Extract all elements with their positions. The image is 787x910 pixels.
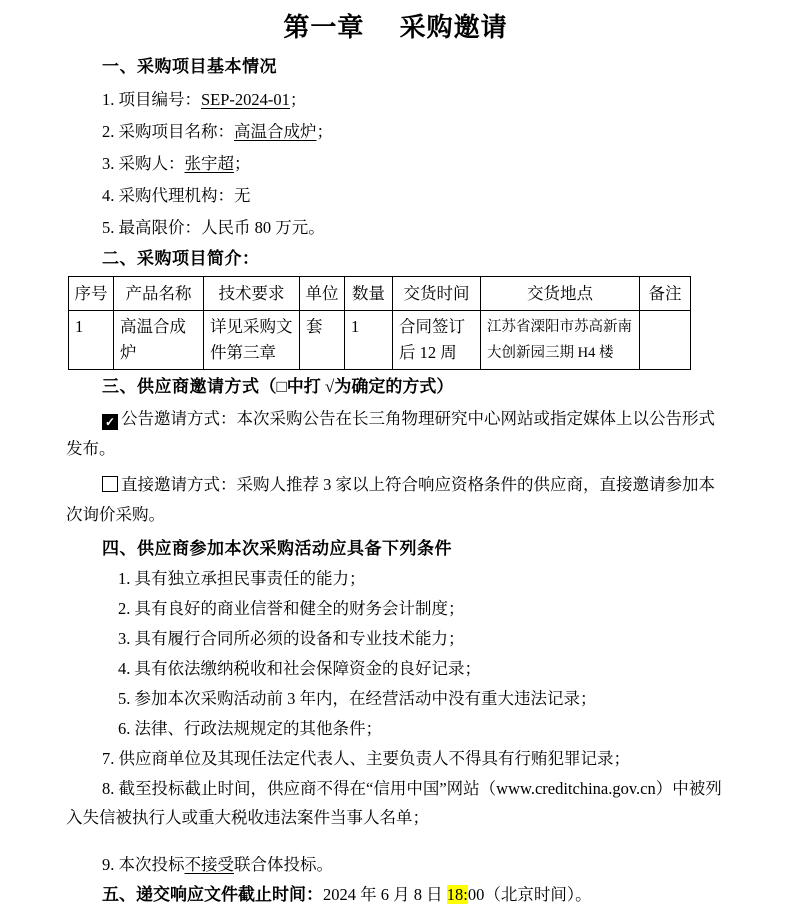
- punctuation: ；: [316, 122, 333, 141]
- cell-qty: 1: [345, 311, 393, 370]
- col-header-qty: 数量: [345, 277, 393, 311]
- col-header-seq: 序号: [69, 277, 114, 311]
- deadline-time-highlight: 18:: [446, 885, 468, 904]
- col-header-delivery-time: 交货时间: [393, 277, 481, 311]
- section-1-heading: 一、采购项目基本情况: [102, 57, 277, 76]
- direct-invitation-text: 直接邀请方式：采购人推荐 3 家以上符合响应资格条件的供应商，直接邀请参加本次询价采购。: [66, 475, 715, 524]
- project-name-label: 2. 采购项目名称：: [102, 122, 234, 141]
- project-number-item: [102, 84, 725, 116]
- project-name-item: [102, 116, 725, 148]
- section-3-heading-text: 三、供应商邀请方式: [102, 377, 260, 396]
- col-header-unit: 单位: [300, 277, 345, 311]
- checked-checkbox-icon: ✓: [102, 414, 118, 430]
- purchaser-item: [102, 148, 725, 180]
- condition-item-4: 4. 具有依法缴纳税收和社会保障资金的良好记录；: [118, 659, 481, 678]
- col-header-remark: 备注: [640, 277, 691, 311]
- cell-delivery-time: 合同签订后 12 周: [393, 311, 481, 370]
- procurement-summary-table: [68, 276, 691, 370]
- deadline-line: [66, 880, 725, 910]
- purchaser-label: 3. 采购人：: [102, 154, 185, 173]
- condition-item-7: 7. 供应商单位及其现任法定代表人、主要负责人不得具有行贿犯罪记录；: [102, 749, 630, 768]
- cell-delivery-place: 江苏省溧阳市苏高新南大创新园三期 H4 楼: [481, 311, 640, 370]
- condition-item-3: 3. 具有履行合同所必须的设备和专业技术能力；: [118, 629, 465, 648]
- punctuation: ；: [234, 154, 251, 173]
- col-header-product: 产品名称: [114, 277, 204, 311]
- unchecked-checkbox-icon: [102, 476, 118, 492]
- project-number-value: SEP-2024-01: [201, 90, 290, 109]
- table-row: [69, 311, 691, 370]
- punctuation: ；: [289, 90, 307, 109]
- direct-invitation-option: [66, 470, 725, 530]
- condition-item-6: 6. 法律、行政法规规定的其他条件；: [118, 719, 382, 738]
- condition-9-pre: 9. 本次投标: [102, 855, 185, 874]
- section-3-heading-note: （□中打 √为确定的方式）: [259, 377, 454, 396]
- cell-unit: 套: [300, 311, 345, 370]
- condition-item-5: 5. 参加本次采购活动前 3 年内，在经营活动中没有重大违法记录；: [118, 689, 597, 708]
- section-3-heading: [102, 376, 725, 398]
- condition-item-1: 1. 具有独立承担民事责任的能力；: [118, 569, 366, 588]
- cell-seq: 1: [69, 311, 114, 370]
- condition-9-post: 联合体投标。: [234, 855, 333, 874]
- col-header-spec: 技术要求: [204, 277, 300, 311]
- section-4-heading: 四、供应商参加本次采购活动应具备下列条件: [102, 539, 452, 558]
- deadline-date: 2024 年 6 月 8 日: [323, 885, 447, 904]
- deadline-time-rest: 00（北京时间）。: [467, 885, 592, 904]
- cell-remark: [640, 311, 691, 370]
- price-cap-item: 5. 最高限价：人民币 80 万元。: [102, 218, 325, 237]
- public-announcement-text: 公告邀请方式：本次采购公告在长三角物理研究中心网站或指定媒体上以公告形式发布。: [66, 409, 715, 458]
- section-2-heading: 二、采购项目简介：: [102, 249, 260, 268]
- project-number-label: 1. 项目编号：: [102, 90, 201, 109]
- purchaser-value: 张宇超: [184, 154, 234, 173]
- condition-9-underlined: 不接受: [184, 855, 234, 874]
- cell-spec: 详见采购文件第三章: [204, 311, 300, 370]
- condition-item-9: [66, 850, 725, 880]
- condition-item-8: 8. 截至投标截止时间，供应商不得在“信用中国”网站（www.creditchina.gov.cn）中被列入失信被执行人或重大税收违法案件当事人名单；: [66, 779, 722, 827]
- section-5-heading: 五、递交响应文件截止时间：: [102, 885, 323, 904]
- public-announcement-option: [66, 404, 725, 464]
- condition-item-2: 2. 具有良好的商业信誉和健全的财务会计制度；: [118, 599, 465, 618]
- cell-product: 高温合成炉: [114, 311, 204, 370]
- project-name-value: 高温合成炉: [234, 122, 317, 141]
- table-header-row: [69, 277, 691, 311]
- page-title: 第一章 采购邀请: [283, 12, 508, 42]
- col-header-delivery-place: 交货地点: [481, 277, 640, 311]
- agency-item: 4. 采购代理机构：无: [102, 186, 251, 205]
